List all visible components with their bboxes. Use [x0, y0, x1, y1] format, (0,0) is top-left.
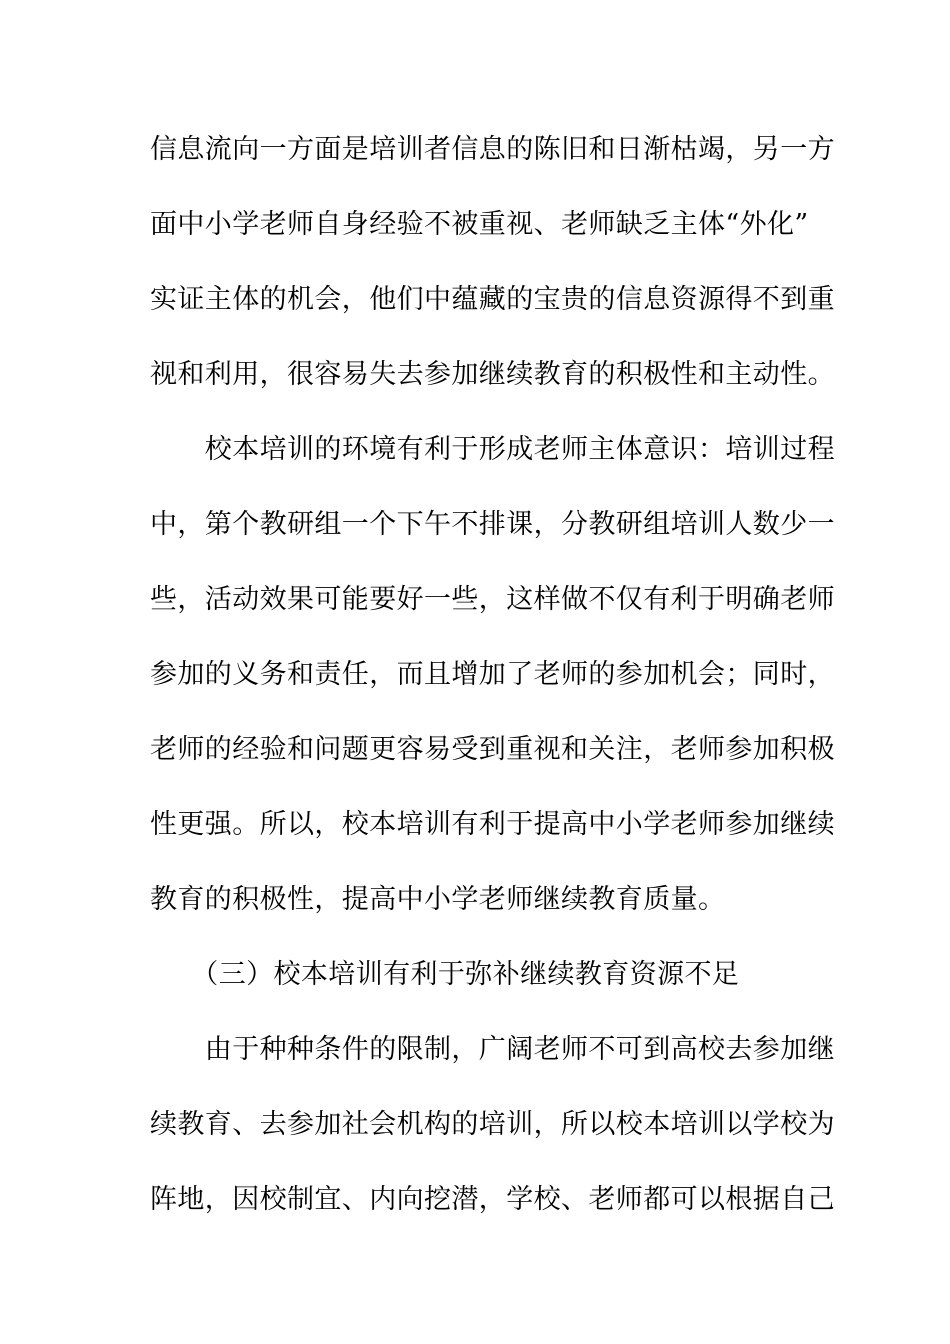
- text-line: 信息流向一方面是培训者信息的陈旧和日渐枯竭，另一方: [150, 134, 835, 165]
- text-line: 性更强。所以，校本培训有利于提高中小学老师参加继续: [150, 809, 835, 840]
- text-line: 续教育、去参加社会机构的培训，所以校本培训以学校为: [150, 1109, 835, 1140]
- text-line: 些，活动效果可能要好一些，这样做不仅有利于明确老师: [150, 584, 835, 615]
- text-line: 老师的经验和问题更容易受到重视和关注，老师参加积极: [150, 734, 835, 765]
- text-line: 视和利用，很容易失去参加继续教育的积极性和主动性。: [150, 359, 835, 390]
- text-line: 参加的义务和责任，而且增加了老师的参加机会；同时，: [150, 659, 835, 690]
- text-line: 由于种种条件的限制，广阔老师不可到高校去参加继: [150, 1034, 835, 1065]
- text-line: 阵地，因校制宜、内向挖潜，学校、老师都可以根据自己: [150, 1184, 835, 1215]
- text-line: 面中小学老师自身经验不被重视、老师缺乏主体“外化”: [150, 209, 809, 240]
- section-heading: （三）校本培训有利于弥补继续教育资源不足: [150, 959, 740, 990]
- text-line: 教育的积极性，提高中小学老师继续教育质量。: [150, 884, 726, 915]
- text-line: 校本培训的环境有利于形成老师主体意识：培训过程: [150, 434, 835, 465]
- text-line: 实证主体的机会，他们中蕴藏的宝贵的信息资源得不到重: [150, 284, 835, 315]
- text-line: 中，第个教研组一个下午不排课，分教研组培训人数少一: [150, 509, 835, 540]
